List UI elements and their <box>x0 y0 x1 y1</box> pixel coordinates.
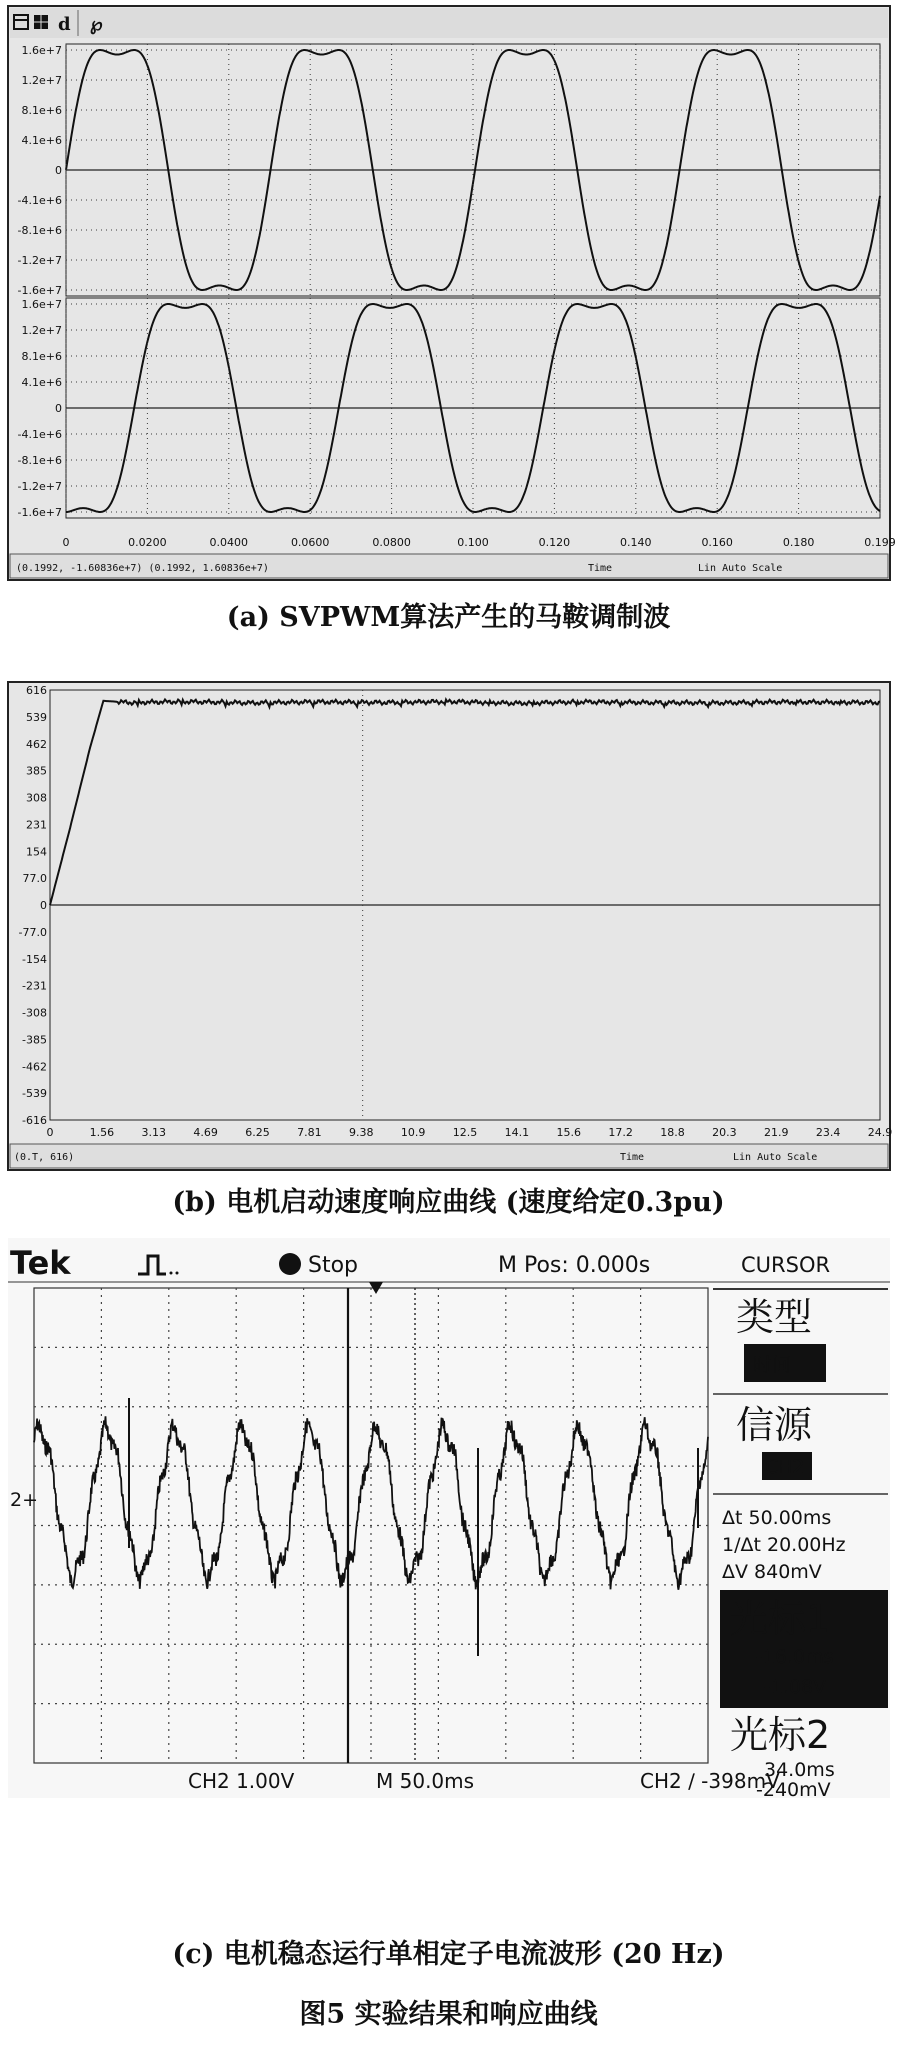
x-tick-label: 10.9 <box>400 1126 426 1139</box>
y-tick-label: 4.1e+6 <box>21 134 62 147</box>
menu-title: CURSOR <box>741 1253 831 1277</box>
x-tick-label: 0.180 <box>782 536 815 549</box>
d-icon[interactable]: d <box>58 14 71 35</box>
y-tick-label: 1.2e+7 <box>21 324 62 337</box>
x-tick-label: 0.0400 <box>209 536 249 549</box>
x-tick-label: 0.140 <box>620 536 652 549</box>
delta-v-readout: ΔV 840mV <box>722 1561 822 1583</box>
x-tick-label: 0.0800 <box>372 536 411 549</box>
m-pos-readout: M Pos: 0.000s <box>498 1253 651 1278</box>
cursor2-volt: -240mV <box>756 1779 831 1801</box>
status-coords: (0.1992, -1.60836e+7) (0.1992, 1.60836e+7) <box>16 563 269 574</box>
x-tick-label: 4.69 <box>193 1126 218 1139</box>
y-tick-label: 0 <box>55 402 62 415</box>
menu-type-label[interactable]: 类型 <box>736 1295 813 1339</box>
x-tick-label: 1.56 <box>89 1126 115 1139</box>
y-tick-label: 1.6e+7 <box>21 44 62 57</box>
figure-caption: 图5 实验结果和响应曲线 <box>299 1999 598 2030</box>
trigger-readout: CH2 ∕ -398mV <box>640 1769 780 1793</box>
x-tick-label: 0.160 <box>701 536 733 549</box>
y-tick-label: -4.1e+6 <box>17 428 62 441</box>
y-tick-label: 231 <box>26 818 47 832</box>
y-tick-label: -462 <box>22 1060 47 1074</box>
panel-c-oscilloscope <box>8 1238 890 1801</box>
x-tick-label: 3.13 <box>141 1126 166 1139</box>
x-tick-label: 0.0600 <box>290 536 330 549</box>
y-tick-label: 4.1e+6 <box>21 376 62 389</box>
x-tick-label: 0.120 <box>538 536 571 549</box>
channel-scale: CH2 1.00V <box>188 1769 295 1793</box>
y-tick-label: 0 <box>40 899 47 912</box>
cursor2-time: 34.0ms <box>764 1759 835 1781</box>
y-tick-label: -1.2e+7 <box>17 480 62 493</box>
y-tick-label: -308 <box>22 1006 47 1020</box>
y-tick-label: -1.6e+7 <box>17 284 62 297</box>
y-tick-label: -539 <box>22 1087 47 1101</box>
cursor2-label[interactable]: 光标2 <box>730 1713 831 1757</box>
status-scale[interactable]: Lin Auto Scale <box>733 1152 818 1163</box>
y-tick-label: -231 <box>22 979 47 993</box>
status-coords: (0.T, 616) <box>14 1152 75 1163</box>
toolbar <box>10 8 888 38</box>
menu-type-value[interactable]: 时间 <box>753 1354 792 1376</box>
cursor1-volt: -1.08V <box>764 1676 827 1698</box>
inv-delta-t-readout: 1/Δt 20.00Hz <box>722 1534 846 1556</box>
panel-b-chart <box>8 682 893 1170</box>
panel-a-chart <box>8 6 896 580</box>
x-tick-label: 23.4 <box>815 1126 841 1139</box>
y-tick-label: 8.1e+6 <box>21 104 62 117</box>
cursor1-time: -16.0ms <box>756 1646 834 1668</box>
y-tick-label: 539 <box>26 710 47 724</box>
y-tick-label: 0 <box>55 164 62 177</box>
x-tick-label: 7.81 <box>297 1126 322 1139</box>
y-tick-label: 462 <box>26 737 47 751</box>
y-tick-label: 8.1e+6 <box>21 350 62 363</box>
time-scale: M 50.0ms <box>376 1769 475 1793</box>
channel-marker: 2+ <box>10 1489 39 1511</box>
cursor1-label[interactable]: 光标1 <box>730 1597 831 1641</box>
y-tick-label: -1.6e+7 <box>17 506 62 519</box>
y-tick-label: -616 <box>22 1114 47 1127</box>
y-tick-label: 308 <box>26 791 47 805</box>
x-tick-label: 0 <box>62 536 70 549</box>
caption-c: (c) 电机稳态运行单相定子电流波形 (20 Hz) <box>172 1939 725 1970</box>
y-tick-label: -1.2e+7 <box>17 254 62 267</box>
y-tick-label: 1.6e+7 <box>21 298 62 311</box>
menu-source-value[interactable]: CH2 <box>765 1456 805 1478</box>
caption-b: (b) 电机启动速度响应曲线 (速度给定0.3pu) <box>172 1187 725 1218</box>
x-tick-label: 24.9 <box>867 1126 893 1139</box>
status-time: Time <box>620 1152 645 1163</box>
run-state[interactable]: Stop <box>308 1253 359 1278</box>
x-tick-label: 0.0200 <box>128 536 167 549</box>
status-time: Time <box>588 563 613 574</box>
x-tick-label: 15.6 <box>556 1126 581 1139</box>
x-tick-label: 17.2 <box>608 1126 633 1139</box>
x-tick-label: 18.8 <box>660 1126 685 1139</box>
y-tick-label: -8.1e+6 <box>17 454 62 467</box>
y-tick-label: -154 <box>22 952 47 966</box>
delta-t-readout: Δt 50.00ms <box>722 1507 832 1529</box>
y-tick-label: -4.1e+6 <box>17 194 62 207</box>
menu-source-label[interactable]: 信源 <box>736 1403 813 1447</box>
stop-indicator-icon <box>279 1253 301 1275</box>
x-tick-label: 6.25 <box>245 1126 270 1139</box>
y-tick-label: -8.1e+6 <box>17 224 62 237</box>
x-tick-label: 12.5 <box>452 1126 478 1139</box>
caption-a: (a) SVPWM算法产生的马鞍调制波 <box>226 602 671 633</box>
x-tick-label: 0.100 <box>457 536 489 549</box>
status-scale[interactable]: Lin Auto Scale <box>698 563 783 574</box>
x-tick-label: 20.3 <box>712 1126 737 1139</box>
y-tick-label: -77.0 <box>18 925 47 939</box>
y-tick-label: 1.2e+7 <box>21 74 62 87</box>
x-tick-label: 14.1 <box>504 1126 530 1139</box>
y-tick-label: 616 <box>26 684 47 697</box>
x-tick-label: 21.9 <box>764 1126 789 1139</box>
p-icon[interactable]: ℘ <box>90 14 103 35</box>
x-tick-label: 9.38 <box>349 1126 374 1139</box>
x-tick-label: 0 <box>46 1126 54 1139</box>
y-tick-label: 385 <box>26 764 47 778</box>
y-tick-label: 154 <box>26 845 47 859</box>
y-tick-label: -385 <box>22 1033 47 1047</box>
x-tick-label: 0.199 <box>864 536 896 549</box>
brand-label: Tek <box>10 1244 71 1282</box>
grid-icon[interactable] <box>34 15 48 29</box>
y-tick-label: 77.0 <box>22 872 47 886</box>
